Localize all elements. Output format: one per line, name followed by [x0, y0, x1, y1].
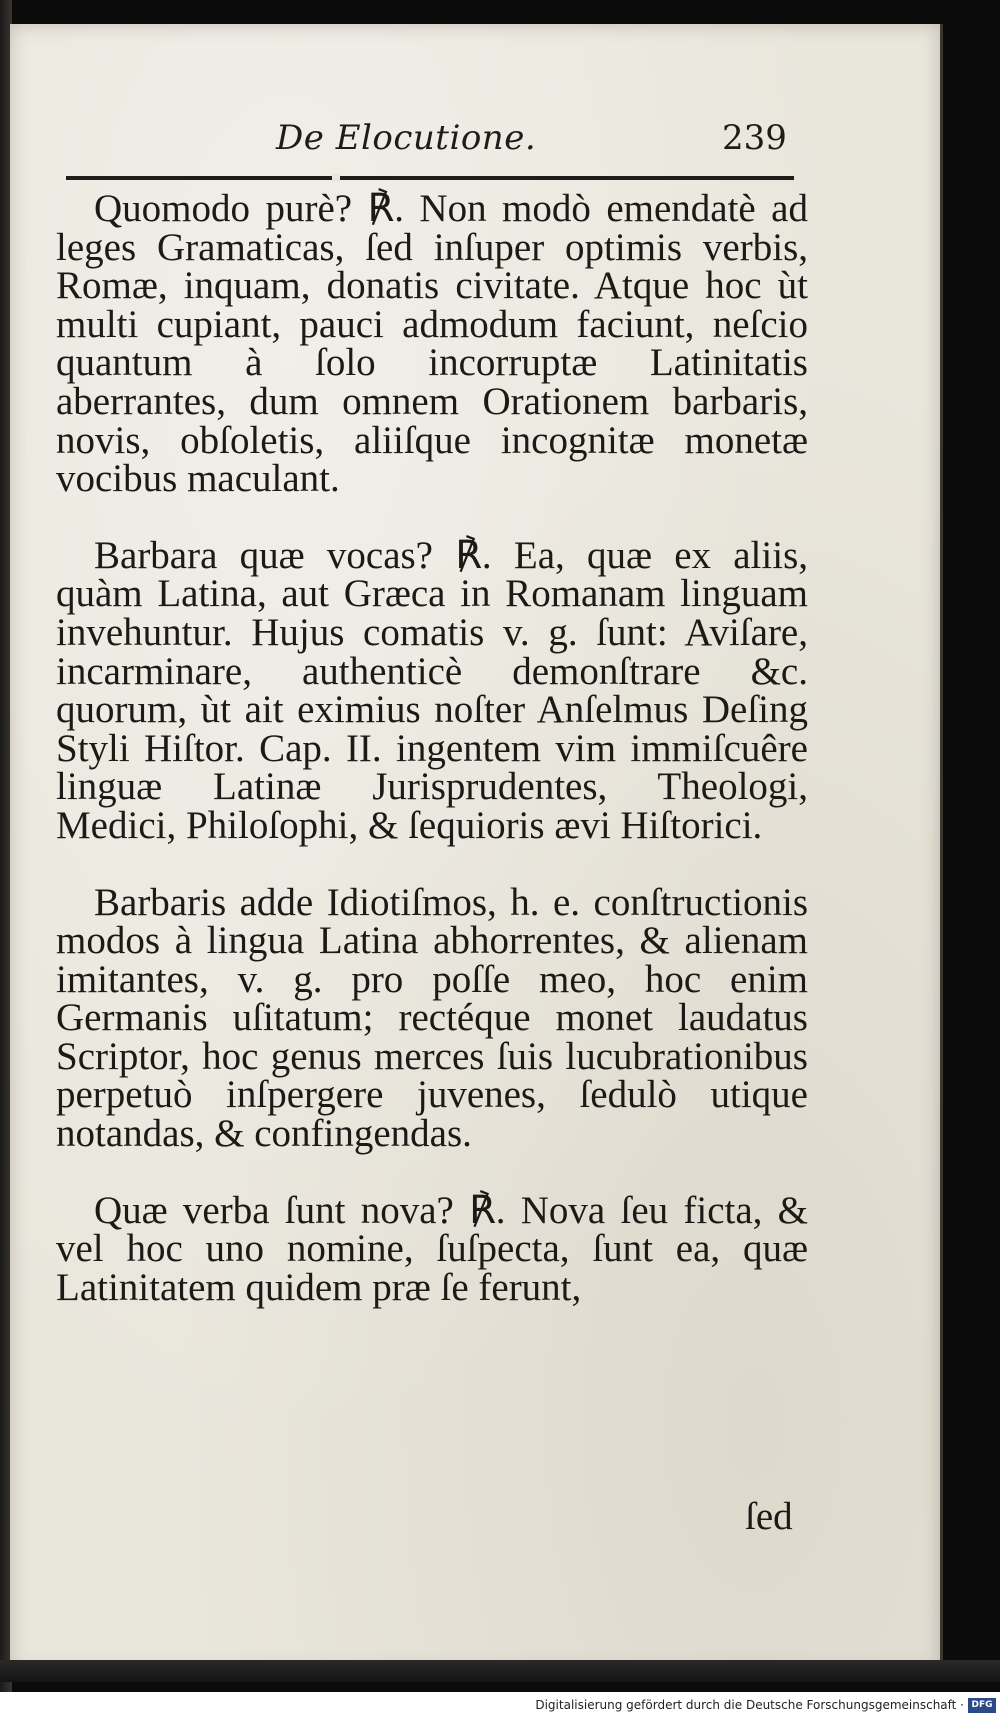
- body-text: [56, 187, 808, 1309]
- digitization-credit: Digitalisierung gefördert durch die Deutsche Forschungsgemeinschaft ·: [535, 1698, 964, 1712]
- header-rule: [66, 176, 794, 180]
- dfg-logo-icon: DFG: [968, 1698, 996, 1713]
- book-page: [10, 24, 943, 1670]
- footer-bar: [0, 1692, 1000, 1722]
- paragraph-2: Barbara quæ vocas? ℟. Ea, quæ ex aliis, quàm Latina, aut Græca in Romanam linguam invehuntur. Hujus comatis v. g. ſunt: Aviſare, incarminare, authenticè demonſtrare &c. quorum, ùt ait eximius noſter Anſelmus Deſing Styli Hiſtor. Cap. II. ingentem vim immiſcuêre linguæ Latinæ Jurisprudentes, Theologi, Medici, Philoſophi, & ſequioris ævi Hiſtorici.: [56, 533, 808, 847]
- scan-bottom-edge: [0, 1660, 1000, 1682]
- paragraph-3: Barbaris adde Idiotiſmos, h. e. conſtructionis modos à lingua Latina abhorrentes, & alienam imitantes, v. g. pro poſſe meo, hoc enim Germanis uſitatum; rectéque monet laudatus Scriptor, hoc genus merces ſuis lucubrationibus perpetuò inſpergere juvenes, ſedulò utique notandas, & confingendas.: [56, 880, 808, 1156]
- page-number: 239: [722, 118, 787, 158]
- catchword: ſed: [745, 1495, 793, 1538]
- running-head-title: De Elocutione.: [276, 118, 537, 158]
- header-rule-gap: [332, 174, 340, 182]
- paragraph-4: Quæ verba ſunt nova? ℟. Nova ſeu ficta, & vel hoc uno nomine, ſuſpecta, ſunt ea, quæ Latinitatem quidem præ ſe ferunt,: [56, 1188, 808, 1309]
- running-head: [10, 118, 940, 168]
- paragraph-1: Quomodo purè? ℟. Non modò emendatè ad leges Gramaticas, ſed inſuper optimis verbis, Romæ, inquam, donatis civitate. Atque hoc ùt multi cupiant, pauci admodum faciunt, neſcio quantum à ſolo incorruptæ Latinitatis aberrantes, dum omnem Orationem barbaris, novis, obſoletis, aliiſque incognitæ monetæ vocibus maculant.: [56, 187, 808, 501]
